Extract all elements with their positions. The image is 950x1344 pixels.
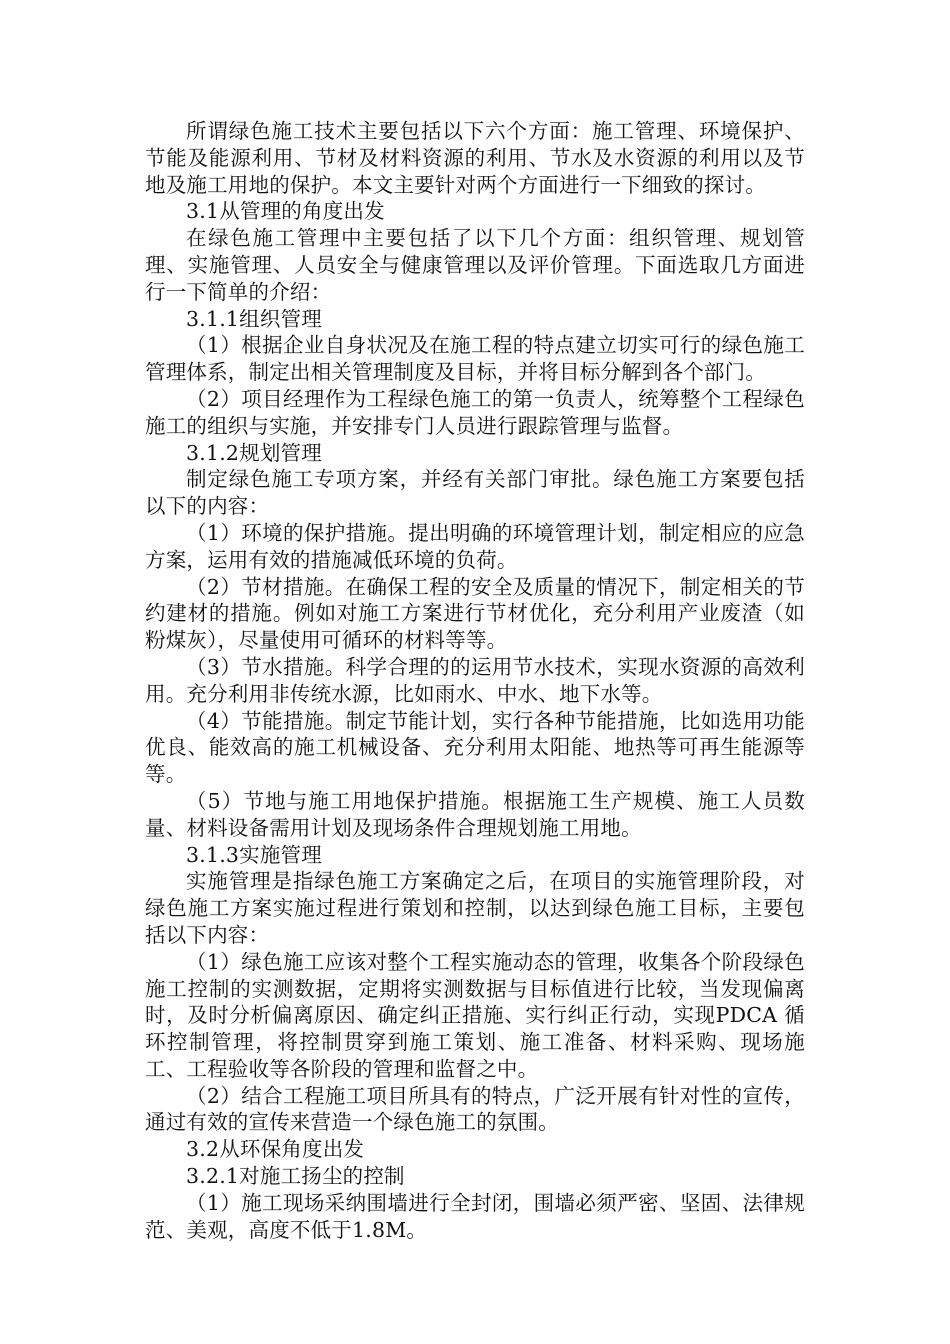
section-heading-3-1-2: 3.1.2规划管理 bbox=[186, 440, 322, 465]
paragraph-org-2: （2）项目经理作为工程绿色施工的第一负责人，统筹整个工程绿色施工的组织与实施，并安排专门人员进行跟踪管理与监督。 bbox=[145, 386, 805, 438]
section-heading-3-1: 3.1从管理的角度出发 bbox=[186, 199, 385, 224]
paragraph-planning-1: （1）环境的保护措施。提出明确的环境管理计划，制定相应的应急方案，运用有效的措施减低环境的负荷。 bbox=[145, 520, 805, 572]
section-heading-3-1-3: 3.1.3实施管理 bbox=[186, 842, 322, 867]
paragraph-planning-5: （5）节地与施工用地保护措施。根据施工生产规模、施工人员数量、材料设备需用计划及现场条件合理规划施工用地。 bbox=[145, 788, 805, 840]
section-heading-3-1-1: 3.1.1组织管理 bbox=[186, 306, 322, 331]
paragraph-org-1: （1）根据企业自身状况及在施工程的特点建立切实可行的绿色施工管理体系，制定出相关管理制度及目标，并将目标分解到各个部门。 bbox=[145, 333, 805, 385]
paragraph-implementation-2: （2）结合工程施工项目所具有的特点，广泛开展有针对性的宣传，通过有效的宣传来营造一个绿色施工的氛围。 bbox=[145, 1083, 805, 1135]
paragraph-intro: 所谓绿色施工技术主要包括以下六个方面：施工管理、环境保护、节能及能源利用、节材及材料资源的利用、节水及水资源的利用以及节地及施工用地的保护。本文主要针对两个方面进行一下细致的探讨。 bbox=[145, 119, 805, 197]
paragraph-planning-4: （4）节能措施。制定节能计划，实行各种节能措施，比如选用功能优良、能效高的施工机械设备、充分利用太阳能、地热等可再生能源等等。 bbox=[145, 708, 805, 787]
paragraph-management-overview: 在绿色施工管理中主要包括了以下几个方面：组织管理、规划管理、实施管理、人员安全与健康管理以及评价管理。下面选取几方面进行一下简单的介绍： bbox=[145, 226, 805, 304]
section-heading-3-2-1: 3.2.1对施工扬尘的控制 bbox=[186, 1164, 405, 1189]
paragraph-implementation-1: （1）绿色施工应该对整个工程实施动态的管理，收集各个阶段绿色施工控制的实测数据，定期将实测数据与目标值进行比较，当发现偏离时，及时分析偏离原因、确定纠正措施、实行纠正行动，实现PDCA 循环控制管理，将控制贯穿到施工策划、施工准备、材料采购、现场施工、工程验收等各阶段的管理和监督之中。 bbox=[145, 949, 805, 1081]
paragraph-planning-2: （2）节材措施。在确保工程的安全及质量的情况下，制定相关的节约建材的措施。例如对施工方案进行节材优化，充分利用产业废渣（如粉煤灰），尽量使用可循环的材料等等。 bbox=[145, 574, 805, 653]
section-heading-3-2: 3.2从环保角度出发 bbox=[186, 1137, 365, 1162]
paragraph-implementation-intro: 实施管理是指绿色施工方案确定之后，在项目的实施管理阶段，对绿色施工方案实施过程进行策划和控制，以达到绿色施工目标，主要包括以下内容： bbox=[145, 869, 805, 947]
paragraph-planning-3: （3）节水措施。科学合理的的运用节水技术，实现水资源的高效利用。充分利用非传统水源，比如雨水、中水、地下水等。 bbox=[145, 654, 805, 706]
document-body bbox=[145, 118, 805, 1243]
paragraph-dust-1: （1）施工现场采纳围墙进行全封闭，围墙必须严密、坚固、法律规范、美观，高度不低于1.8M。 bbox=[145, 1190, 805, 1242]
paragraph-planning-intro: 制定绿色施工专项方案，并经有关部门审批。绿色施工方案要包括以下的内容： bbox=[145, 467, 805, 519]
